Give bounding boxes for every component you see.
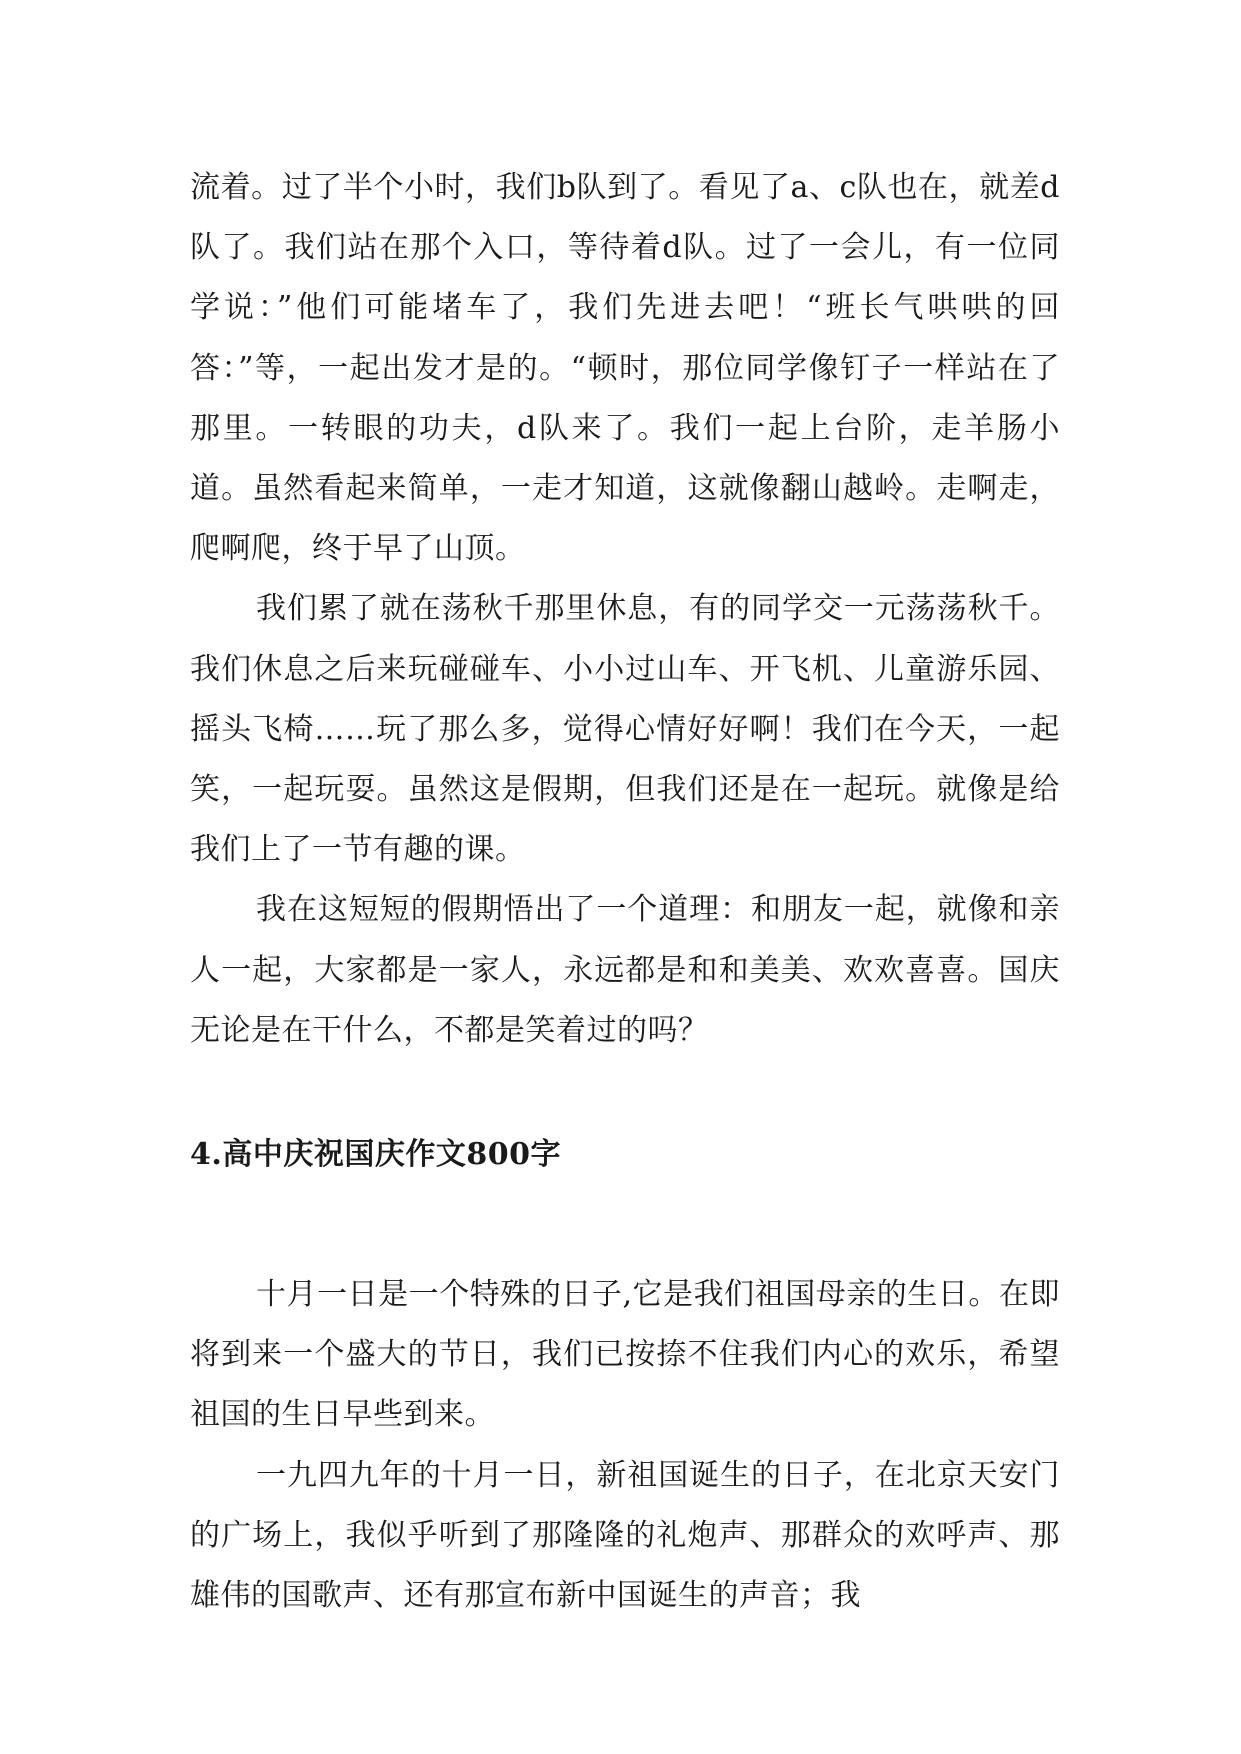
paragraph-founding: 一九四九年的十月一日，新祖国诞生的日子，在北京天安门的广场上，我似乎听到了那隆隆的礼炮声、那群众的欢呼声、那雄伟的国歌声、还有那宣布新中国诞生的声音；我 (190, 1457, 1060, 1614)
spacer (190, 1185, 1060, 1265)
paragraph-birthday: 十月一日是一个特殊的日子,它是我们祖国母亲的生日。在即将到来一个盛大的节日，我们已按捺不住我们内心的欢乐，希望祖国的生日早些到来。 (190, 1277, 1060, 1433)
section-heading: 4.高中庆祝国庆作文800字 (190, 1137, 561, 1173)
paragraph-swing-rest: 我们累了就在荡秋千那里休息，有的同学交一元荡荡秋千。我们休息之后来玩碰碰车、小小过山车、开飞机、儿童游乐园、摇头飞椅……玩了那么多，觉得心情好好啊！我们在今天，一起笑，一起玩耍。虽然这是假期，但我们还是在一起玩。就像是给我们上了一节有趣的课。 (190, 591, 1060, 868)
document-page (190, 158, 1060, 1626)
paragraph-lesson: 我在这短短的假期悟出了一个道理：和朋友一起，就像和亲人一起，大家都是一家人，永远都是和和美美、欢欢喜喜。国庆无论是在干什么，不都是笑着过的吗？ (190, 892, 1060, 1048)
spacer (190, 1061, 1060, 1125)
paragraph-continuation: 流着。过了半个小时，我们b队到了。看见了a、c队也在，就差d队了。我们站在那个入口，等待着d队。过了一会儿，有一位同学说：”他们可能堵车了，我们先进去吧！“班长气哄哄的回答：”等，一起出发才是的。“顿时，那位同学像钉子一样站在了那里。一转眼的功夫，d队来了。我们一起上台阶，走羊肠小道。虽然看起来简单，一走才知道，这就像翻山越岭。走啊走，爬啊爬，终于早了山顶。 (190, 170, 1060, 567)
